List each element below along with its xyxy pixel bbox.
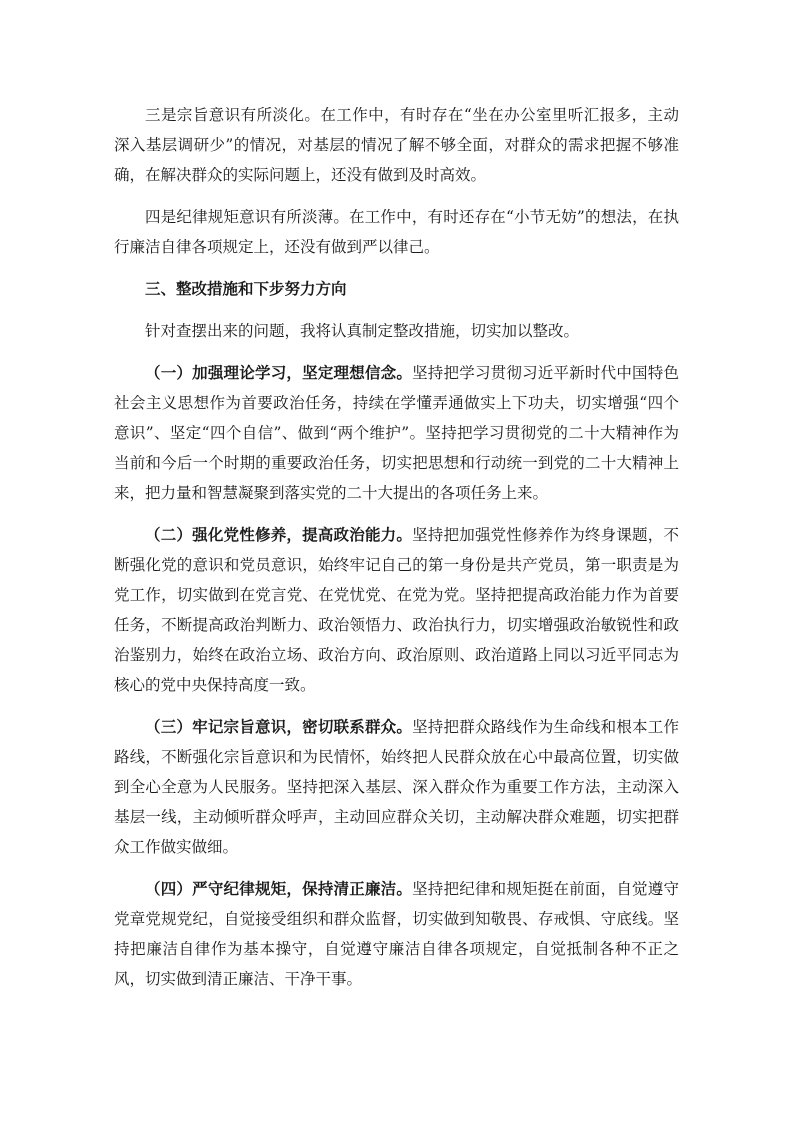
paragraph-text: 坚持把学习贯彻习近平新时代中国特色社会主义思想作为首要政治任务，持续在学懂弄通做实上下功夫，切实增强“四个意识”、坚定“四个自信”、做到“两个维护”。坚持把学习贯彻党的二十大精神作为当前和今后一个时期的重要政治任务，切实把思想和行动统一到党的二十大精神上来，把力量和智慧凝聚到落实党的二十大提出的各项任务上来。 xyxy=(114,364,679,502)
paragraph-rectification-intro xyxy=(114,316,679,346)
paragraph-measure-4 xyxy=(114,874,679,994)
paragraph-text: 针对查摆出来的问题，我将认真制定整改措施，切实加以整改。 xyxy=(145,322,580,340)
document-body xyxy=(114,100,679,1006)
paragraph-text: 四是纪律规矩意识有所淡薄。在工作中，有时还存在“小节无妨”的想法，在执行廉洁自律各项规定上，还没有做到严以律己。 xyxy=(114,208,679,256)
paragraph-measure-3 xyxy=(114,712,679,862)
paragraph-text: 坚持把加强党性修养作为终身课题，不断强化党的意识和党员意识，始终牢记自己的第一身份是共产党员，第一职责是为党工作，切实做到在党言党、在党忧党、在党为党。坚持把提高政治能力作为首要任务，不断提高政治判断力、政治领悟力、政治执行力，切实增强政治敏锐性和政治鉴别力，始终在政治立场、政治方向、政治原则、政治道路上同以习近平同志为核心的党中央保持高度一致。 xyxy=(114,526,679,694)
paragraph-purpose-awareness xyxy=(114,100,679,190)
paragraph-discipline-awareness xyxy=(114,202,679,262)
section-heading-rectification xyxy=(114,274,679,304)
measure-lead: （三）牢记宗旨意识，密切联系群众。 xyxy=(145,718,413,736)
paragraph-text: 坚持把纪律和规矩挺在前面，自觉遵守党章党规党纪，自觉接受组织和群众监督，切实做到知敬畏、存戒惧、守底线。坚持把廉洁自律作为基本操守，自觉遵守廉洁自律各项规定，自觉抵制各种不正之风，切实做到清正廉洁、干净干事。 xyxy=(114,880,679,988)
paragraph-measure-2 xyxy=(114,520,679,700)
measure-lead: （二）强化党性修养，提高政治能力。 xyxy=(145,526,413,544)
paragraph-measure-1 xyxy=(114,358,679,508)
paragraph-text: 三是宗旨意识有所淡化。在工作中，有时存在“坐在办公室里听汇报多，主动深入基层调研少”的情况，对基层的情况了解不够全面，对群众的需求把握不够准确，在解决群众的实际问题上，还没有做到及时高效。 xyxy=(114,106,679,184)
measure-lead: （四）严守纪律规矩，保持清正廉洁。 xyxy=(145,880,413,898)
paragraph-text: 坚持把群众路线作为生命线和根本工作路线，不断强化宗旨意识和为民情怀，始终把人民群众放在心中最高位置，切实做到全心全意为人民服务。坚持把深入基层、深入群众作为重要工作方法，主动深入基层一线，主动倾听群众呼声，主动回应群众关切，主动解决群众难题，切实把群众工作做实做细。 xyxy=(114,718,679,856)
section-heading-text: 三、整改措施和下步努力方向 xyxy=(145,280,347,298)
measure-lead: （一）加强理论学习，坚定理想信念。 xyxy=(145,364,413,382)
